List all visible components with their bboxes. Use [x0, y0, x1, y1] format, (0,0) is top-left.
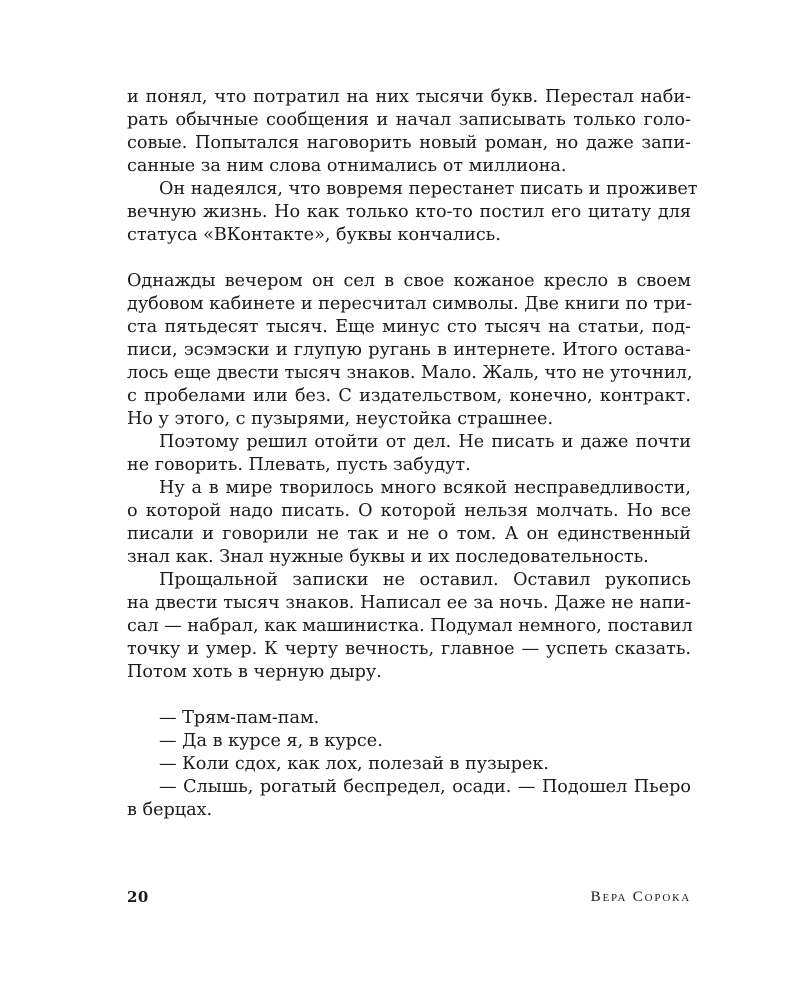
page-footer: [127, 888, 691, 910]
text-line: статуса «ВКонтакте», буквы кончались.: [127, 225, 501, 245]
text-line: писали и говорили не так и не о том. А он единственный: [127, 524, 691, 544]
text-line: Однажды вечером он сел в свое кожаное кресло в своем: [127, 271, 691, 291]
text-line: Потом хоть в черную дыру.: [127, 662, 382, 682]
text-line: писи, эсэмэски и глупую ругань в интернете. Итого остава-: [127, 340, 691, 360]
text-line: Прощальной записки не оставил. Оставил рукопись: [159, 570, 691, 590]
text-line: санные за ним слова отнимались от миллиона.: [127, 156, 567, 176]
running-head-author: Вера Сорока: [590, 889, 691, 905]
text-line: рать обычные сообщения и начал записывать только голо-: [127, 110, 691, 130]
text-line: на двести тысяч знаков. Написал ее за ночь. Даже не напи-: [127, 593, 691, 613]
text-line: Поэтому решил отойти от дел. Не писать и даже почти: [159, 432, 691, 452]
dialogue-line: — Слышь, рогатый беспредел, осади. — Подошел Пьеро: [159, 777, 691, 797]
text-line: не говорить. Плевать, пусть забудут.: [127, 455, 471, 475]
text-line: сал — набрал, как машинистка. Подумал немного, поставил: [127, 616, 693, 636]
section-break: [127, 247, 691, 270]
text-line: с пробелами или без. С издательством, конечно, контракт.: [127, 386, 691, 406]
text-line: Но у этого, с пузырями, неустойка страшнее.: [127, 409, 554, 429]
text-line: лось еще двести тысяч знаков. Мало. Жаль, что не уточнил,: [127, 363, 693, 383]
text-line: о которой надо писать. О которой нельзя молчать. Но все: [127, 501, 691, 521]
page-body: [127, 86, 698, 822]
text-line: точку и умер. К черту вечность, главное — успеть сказать.: [127, 639, 691, 659]
text-line: знал как. Знал нужные буквы и их последовательность.: [127, 547, 649, 567]
text-line: и понял, что потратил на них тысячи букв. Перестал наби-: [127, 87, 691, 107]
page-number: 20: [127, 888, 149, 906]
text-line: вечную жизнь. Но как только кто-то постил его цитату для: [127, 202, 691, 222]
text-line: ста пятьдесят тысяч. Еще минус сто тысяч на статьи, под-: [127, 317, 691, 337]
dialogue-line: — Да в курсе я, в курсе.: [159, 731, 383, 751]
text-line: совые. Попытался наговорить новый роман, но даже запи-: [127, 133, 691, 153]
section-break: [127, 684, 691, 707]
dialogue-line: — Коли сдох, как лох, полезай в пузырек.: [159, 754, 549, 774]
text-line: Ну а в мире творилось много всякой несправедливости,: [159, 478, 691, 498]
dialogue-line: в берцах.: [127, 800, 213, 820]
text-line: дубовом кабинете и пересчитал символы. Две книги по три-: [127, 294, 693, 314]
text-line: Он надеялся, что вовремя перестанет писать и проживет: [159, 179, 698, 199]
dialogue-line: — Трям-пам-пам.: [159, 708, 320, 728]
